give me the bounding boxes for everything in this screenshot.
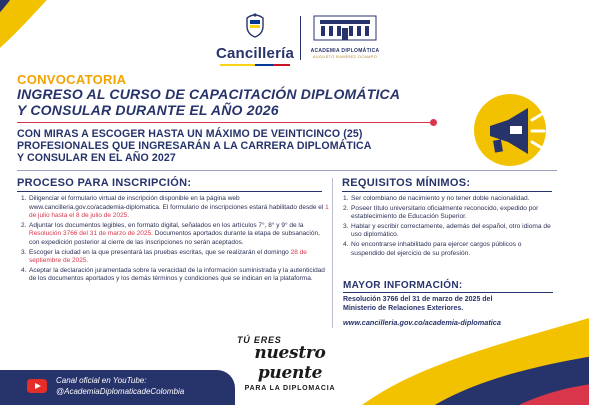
process-heading-underline (17, 191, 322, 192)
item-text (29, 195, 329, 221)
more-info-line2: Ministerio de Relaciones Exteriores. (343, 305, 464, 312)
lead-line1: CON MIRAS A ESCOGER HASTA UN MÁXIMO DE VEINTICINCO (25) (17, 128, 363, 140)
list-item (343, 205, 553, 222)
requirements-heading-underline (342, 191, 552, 192)
item-highlight: 1 de julio hasta el 8 de julio de 2025. (29, 203, 329, 220)
coat-of-arms-icon (244, 12, 266, 38)
list-item (21, 249, 329, 266)
item-number: 1. (21, 195, 27, 202)
lead-line3: Y CONSULAR EN EL AÑO 2027 (17, 152, 176, 164)
cancilleria-logo[interactable] (210, 12, 300, 67)
process-list (21, 195, 329, 285)
item-highlight: 28 de septiembre de 2025. (29, 248, 307, 265)
youtube-label: Canal oficial en YouTube: (56, 376, 147, 385)
more-info-line1: Resolución 3766 del 31 de marzo de 2025 del (343, 296, 493, 303)
item-text: Poseer título universitario oficialmente reconocido, expedido por establecimiento de Educación Superior. (351, 204, 539, 221)
title-divider (17, 122, 437, 123)
column-divider (332, 178, 333, 328)
item-text-part: Diligenciar el formulario virtual de inscripción disponible en la página web www.cancilleria.gov.co/academia-diplomatica. El formulario de inscripciones estará habilitado desde el (29, 195, 326, 211)
announcement-title-line2: Y CONSULAR DURANTE EL AÑO 2026 (17, 102, 279, 118)
lead-line2: PROFESIONALES QUE INGRESARÁN A LA CARRERA DIPLOMÁTICA (17, 140, 372, 152)
list-item (343, 241, 553, 258)
ministry-name: Cancillería (215, 45, 295, 62)
flag-stripe (220, 64, 290, 66)
item-text: Aceptar la declaración juramentada sobre la veracidad de la información suministrada y la autenticidad de los documentos aportados y los demás términos y condiciones que se indican en la plataforma. (29, 266, 325, 283)
item-number: 2. (21, 221, 27, 229)
logo-divider (300, 16, 301, 60)
youtube-icon[interactable] (27, 379, 47, 393)
academia-logo[interactable] (310, 14, 380, 62)
section-divider (17, 170, 557, 171)
requirements-heading: REQUISITOS MÍNIMOS: (342, 177, 471, 189)
decorative-corner-shape (0, 0, 80, 65)
more-info-heading: MAYOR INFORMACIÓN: (343, 280, 463, 291)
item-highlight: Resolución 3766 del 31 de marzo de 2025. (29, 230, 153, 238)
item-number: 2. (343, 204, 349, 212)
item-number: 1. (343, 195, 349, 202)
process-heading: PROCESO PARA INSCRIPCIÓN: (17, 177, 192, 189)
item-number: 4. (343, 240, 349, 248)
announcement-title-line1: INGRESO AL CURSO DE CAPACITACIÓN DIPLOMÁTICA (17, 86, 401, 102)
list-item (343, 223, 553, 240)
title-divider-dot (430, 119, 437, 126)
announcement-lead (17, 128, 437, 164)
slogan-line2: nuestro puente (254, 343, 326, 383)
announcement-label: CONVOCATORIA (17, 72, 127, 87)
list-item (343, 195, 553, 204)
decorative-wave-shape (349, 275, 589, 405)
item-number: 4. (21, 266, 27, 274)
academy-subname: AUGUSTO RAMÍREZ OCAMPO (312, 54, 378, 59)
item-text: Hablar y escribir correctamente, además del español, otro idioma de uso diplomático. (351, 222, 551, 239)
item-number: 3. (343, 222, 349, 230)
item-number: 3. (21, 248, 27, 256)
academy-name: ACADEMIA DIPLOMÁTICA (310, 48, 380, 54)
item-text-part: Documentos aportados durante la etapa de subsanación, con expedición posterior al cierre de las inscripciones no serán aceptados. (29, 230, 320, 246)
list-item (21, 267, 329, 284)
slogan-line1: TÚ ERES (237, 335, 282, 345)
academy-website-link[interactable]: www.cancilleria.gov.co/academia-diplomatica (343, 318, 501, 327)
item-text (29, 222, 329, 248)
requirements-list (343, 195, 553, 259)
item-text: Ser colombiano de nacimiento y no tener doble nacionalidad. (351, 195, 530, 202)
megaphone-icon (470, 90, 550, 170)
list-item (21, 195, 329, 221)
item-text-part: Escoger la ciudad en la que presentará las pruebas escritas, que se realizarán el domingo (29, 248, 291, 256)
youtube-handle[interactable]: @AcademiaDiplomaticadeColombia (56, 387, 185, 396)
item-text (29, 249, 329, 266)
slogan-line3: PARA LA DIPLOMACIA (244, 385, 336, 392)
building-icon (312, 14, 378, 42)
campaign-slogan (225, 335, 355, 395)
item-text: No encontrarse inhabilitado para ejercer cargos públicos o suspendido del ejercicio de su profesión. (351, 240, 522, 257)
item-text-part: Adjuntar los documentos legibles, en formato digital, señalados en los artículos 7°, 8° y 9° de la (29, 221, 304, 229)
list-item (21, 222, 329, 248)
